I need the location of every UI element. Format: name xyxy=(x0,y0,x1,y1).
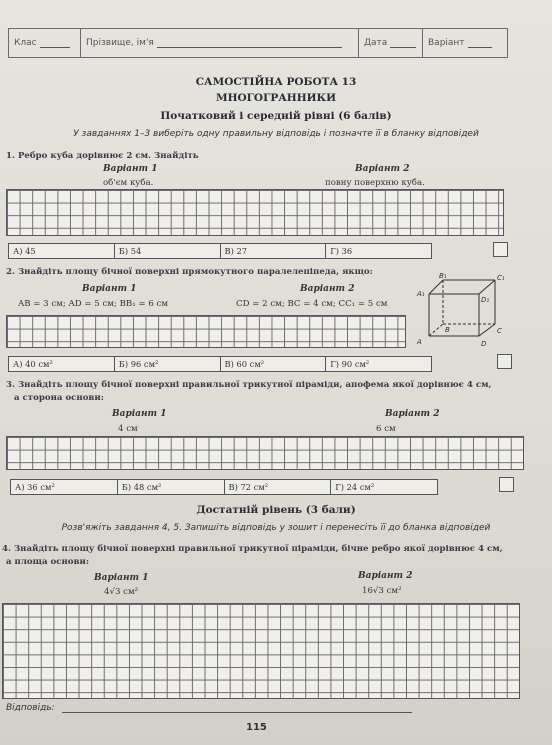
task2-option-d[interactable]: Г) 90 см² xyxy=(330,359,370,369)
vertex-d-label: D xyxy=(481,340,487,348)
level2-heading: Достатній рівень (3 бали) xyxy=(196,504,356,516)
level1-instruction: У завданнях 1–3 виберіть одну правильну відповідь і позначте її в бланку відповідей xyxy=(73,129,479,139)
task4-text-line2: а площа основи: xyxy=(6,557,90,567)
surname-field[interactable]: Прізвище, ім'я xyxy=(81,29,359,57)
vertex-c-label: C xyxy=(497,327,502,335)
task2-option-c[interactable]: В) 60 см² xyxy=(221,357,327,371)
task3-option-a[interactable]: А) 36 см² xyxy=(11,480,118,494)
task1-variant2-value: повну поверхню куба. xyxy=(325,178,425,188)
task3-variant1-value: 4 см xyxy=(118,424,138,434)
task3-text-line1: 3. Знайдіть площу бічної поверхні правильної трикутної піраміди, апофема якої дорівнює 4 см, xyxy=(6,380,492,390)
vertex-b1-label: B₁ xyxy=(439,272,447,280)
work-subtitle: МНОГОГРАННИКИ xyxy=(215,92,337,104)
task3-option-b[interactable]: Б) 48 см² xyxy=(118,480,225,494)
task2-work-grid[interactable] xyxy=(6,315,406,348)
class-field[interactable]: Клас xyxy=(9,29,81,57)
task3-variant1-label: Варіант 1 xyxy=(112,409,167,419)
task4-variant2-value: 16√3 см² xyxy=(362,586,402,596)
task3-text-line2: а сторона основи: xyxy=(14,393,104,403)
task3-option-d[interactable]: Г) 24 см² xyxy=(335,482,375,492)
task1-option-b[interactable]: Б) 54 xyxy=(115,244,221,258)
task1-text: 1. Ребро куба дорівнює 2 см. Знайдіть xyxy=(6,151,199,161)
task3-variant2-label: Варіант 2 xyxy=(385,409,440,419)
task2-variant2-value: CD = 2 см; BC = 4 см; CC₁ = 5 см xyxy=(236,299,388,309)
task1-answer-options xyxy=(8,243,432,259)
task1-variant2-label: Варіант 2 xyxy=(355,164,410,174)
task1-variant1-value: об'єм куба. xyxy=(103,178,154,188)
vertex-d1-label: D₁ xyxy=(481,296,490,304)
task4-work-grid[interactable] xyxy=(2,603,520,699)
task2-variant1-label: Варіант 1 xyxy=(82,284,137,294)
level1-heading: Початковий і середній рівні (6 балів) xyxy=(160,110,392,122)
task2-answer-box[interactable] xyxy=(497,354,512,369)
vertex-b-label: B xyxy=(445,326,450,334)
task2-variant1-value: AB = 3 см; AD = 5 см; BB₁ = 6 см xyxy=(18,299,169,309)
task4-variant1-label: Варіант 1 xyxy=(94,573,149,583)
task1-option-d[interactable]: Г) 36 xyxy=(330,246,353,256)
task3-variant2-value: 6 см xyxy=(376,424,396,434)
task2-option-b[interactable]: Б) 96 см² xyxy=(115,357,221,371)
task2-text: 2. Знайдіть площу бічної поверхні прямокутного паралелепіпеда, якщо: xyxy=(6,267,373,277)
vertex-a1-label: A₁ xyxy=(417,290,425,298)
student-info-header xyxy=(8,28,508,58)
task1-option-a[interactable]: А) 45 xyxy=(9,244,115,258)
task3-answer-options xyxy=(10,479,438,495)
task3-answer-box[interactable] xyxy=(499,477,514,492)
level2-instruction: Розв'яжіть завдання 4, 5. Запишіть відповідь у зошит і перенесіть її до бланка відповідей xyxy=(61,523,491,533)
work-title: САМОСТІЙНА РОБОТА 13 xyxy=(195,76,357,88)
task1-option-c[interactable]: В) 27 xyxy=(221,244,327,258)
page-number: 115 xyxy=(246,722,267,733)
task3-option-c[interactable]: В) 72 см² xyxy=(225,480,332,494)
answer-line[interactable] xyxy=(62,712,412,713)
task4-text-line1: 4. Знайдіть площу бічної поверхні правильної трикутної піраміди, бічне ребро якої дорівнює 4 см, xyxy=(2,544,503,554)
task2-option-a[interactable]: А) 40 см² xyxy=(9,357,115,371)
task4-variant1-value: 4√3 см² xyxy=(104,587,139,597)
answer-label: Відповідь: xyxy=(6,703,55,713)
task1-answer-box[interactable] xyxy=(493,242,508,257)
vertex-c1-label: C₁ xyxy=(497,274,505,282)
variant-field[interactable]: Варіант xyxy=(423,29,507,57)
task3-work-grid[interactable] xyxy=(6,436,524,470)
task2-answer-options xyxy=(8,356,432,372)
task1-work-grid[interactable] xyxy=(6,189,504,236)
date-field[interactable]: Дата xyxy=(359,29,423,57)
vertex-a-label: A xyxy=(417,338,422,346)
parallelepiped-figure xyxy=(415,272,515,352)
task4-variant2-label: Варіант 2 xyxy=(358,571,413,581)
task2-variant2-label: Варіант 2 xyxy=(300,284,355,294)
task1-variant1-label: Варіант 1 xyxy=(103,164,158,174)
